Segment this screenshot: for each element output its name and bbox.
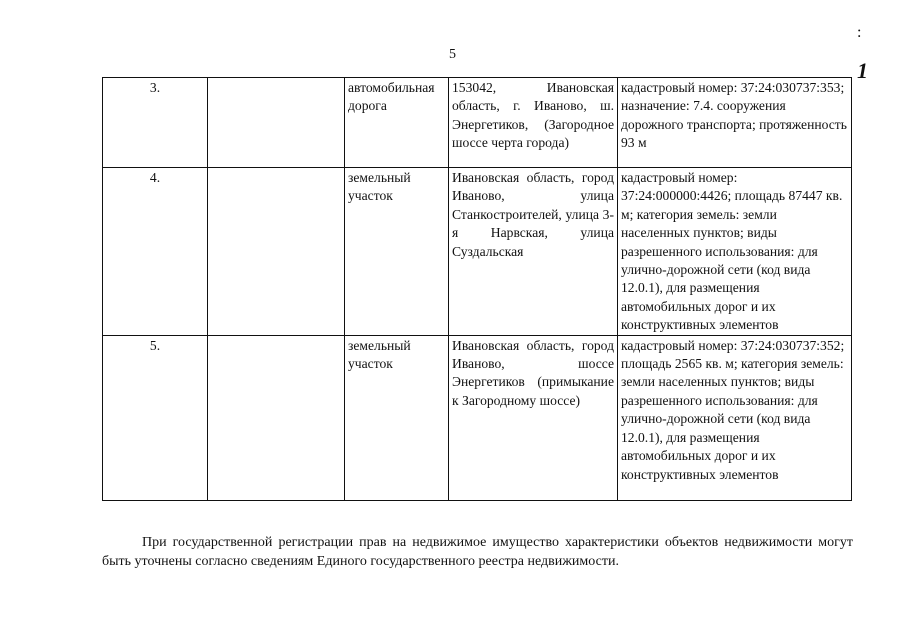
row-number: 5. [103, 335, 208, 500]
table-row [103, 335, 852, 500]
object-type: автомобильная дорога [345, 78, 449, 168]
object-type: земельный участок [345, 335, 449, 500]
object-details: кадастровый номер: 37:24:030737:353; назначение: 7.4. сооружения дорожного транспорта; протяженность 93 м [618, 78, 852, 168]
objects-table [102, 77, 852, 501]
row-number: 4. [103, 168, 208, 336]
object-address: Ивановская область, город Иваново, шоссе Энергетиков (примыкание к Загородному шоссе) [449, 335, 618, 500]
object-address: 153042, Ивановская область, г. Иваново, ш. Энергетиков, (Загородное шоссе черта города) [449, 78, 618, 168]
object-details: кадастровый номер: 37:24:030737:352; площадь 2565 кв. м; категория земель: земли населенных пунктов; виды разрешенного использования: для улично-дорожной сети (код вида 12.0.1), для размещения автомобильных дорог и их конструктивных элементов [618, 335, 852, 500]
object-name [208, 78, 345, 168]
table-row [103, 168, 852, 336]
row-number: 3. [103, 78, 208, 168]
object-details: кадастровый номер: 37:24:000000:4426; площадь 87447 кв. м; категория земель: земли населенных пунктов; виды разрешенного использования: для улично-дорожной сети (код вида 12.0.1), для размещения автомобильных дорог и их конструктивных элементов [618, 168, 852, 336]
footer-note: При государственной регистрации прав на недвижимое имущество характеристики объектов недвижимости могут быть уточнены согласно сведениям Единого государственного реестра недвижимости. [102, 535, 853, 569]
object-name [208, 335, 345, 500]
object-address: Ивановская область, город Иваново, улица Станкостроителей, улица 3-я Нарвская, улица Суздальская [449, 168, 618, 336]
margin-mark: : [857, 24, 862, 41]
handwritten-mark: 1 [857, 58, 868, 83]
object-name [208, 168, 345, 336]
object-type: земельный участок [345, 168, 449, 336]
page-number: 5 [449, 47, 456, 62]
table-row [103, 78, 852, 168]
